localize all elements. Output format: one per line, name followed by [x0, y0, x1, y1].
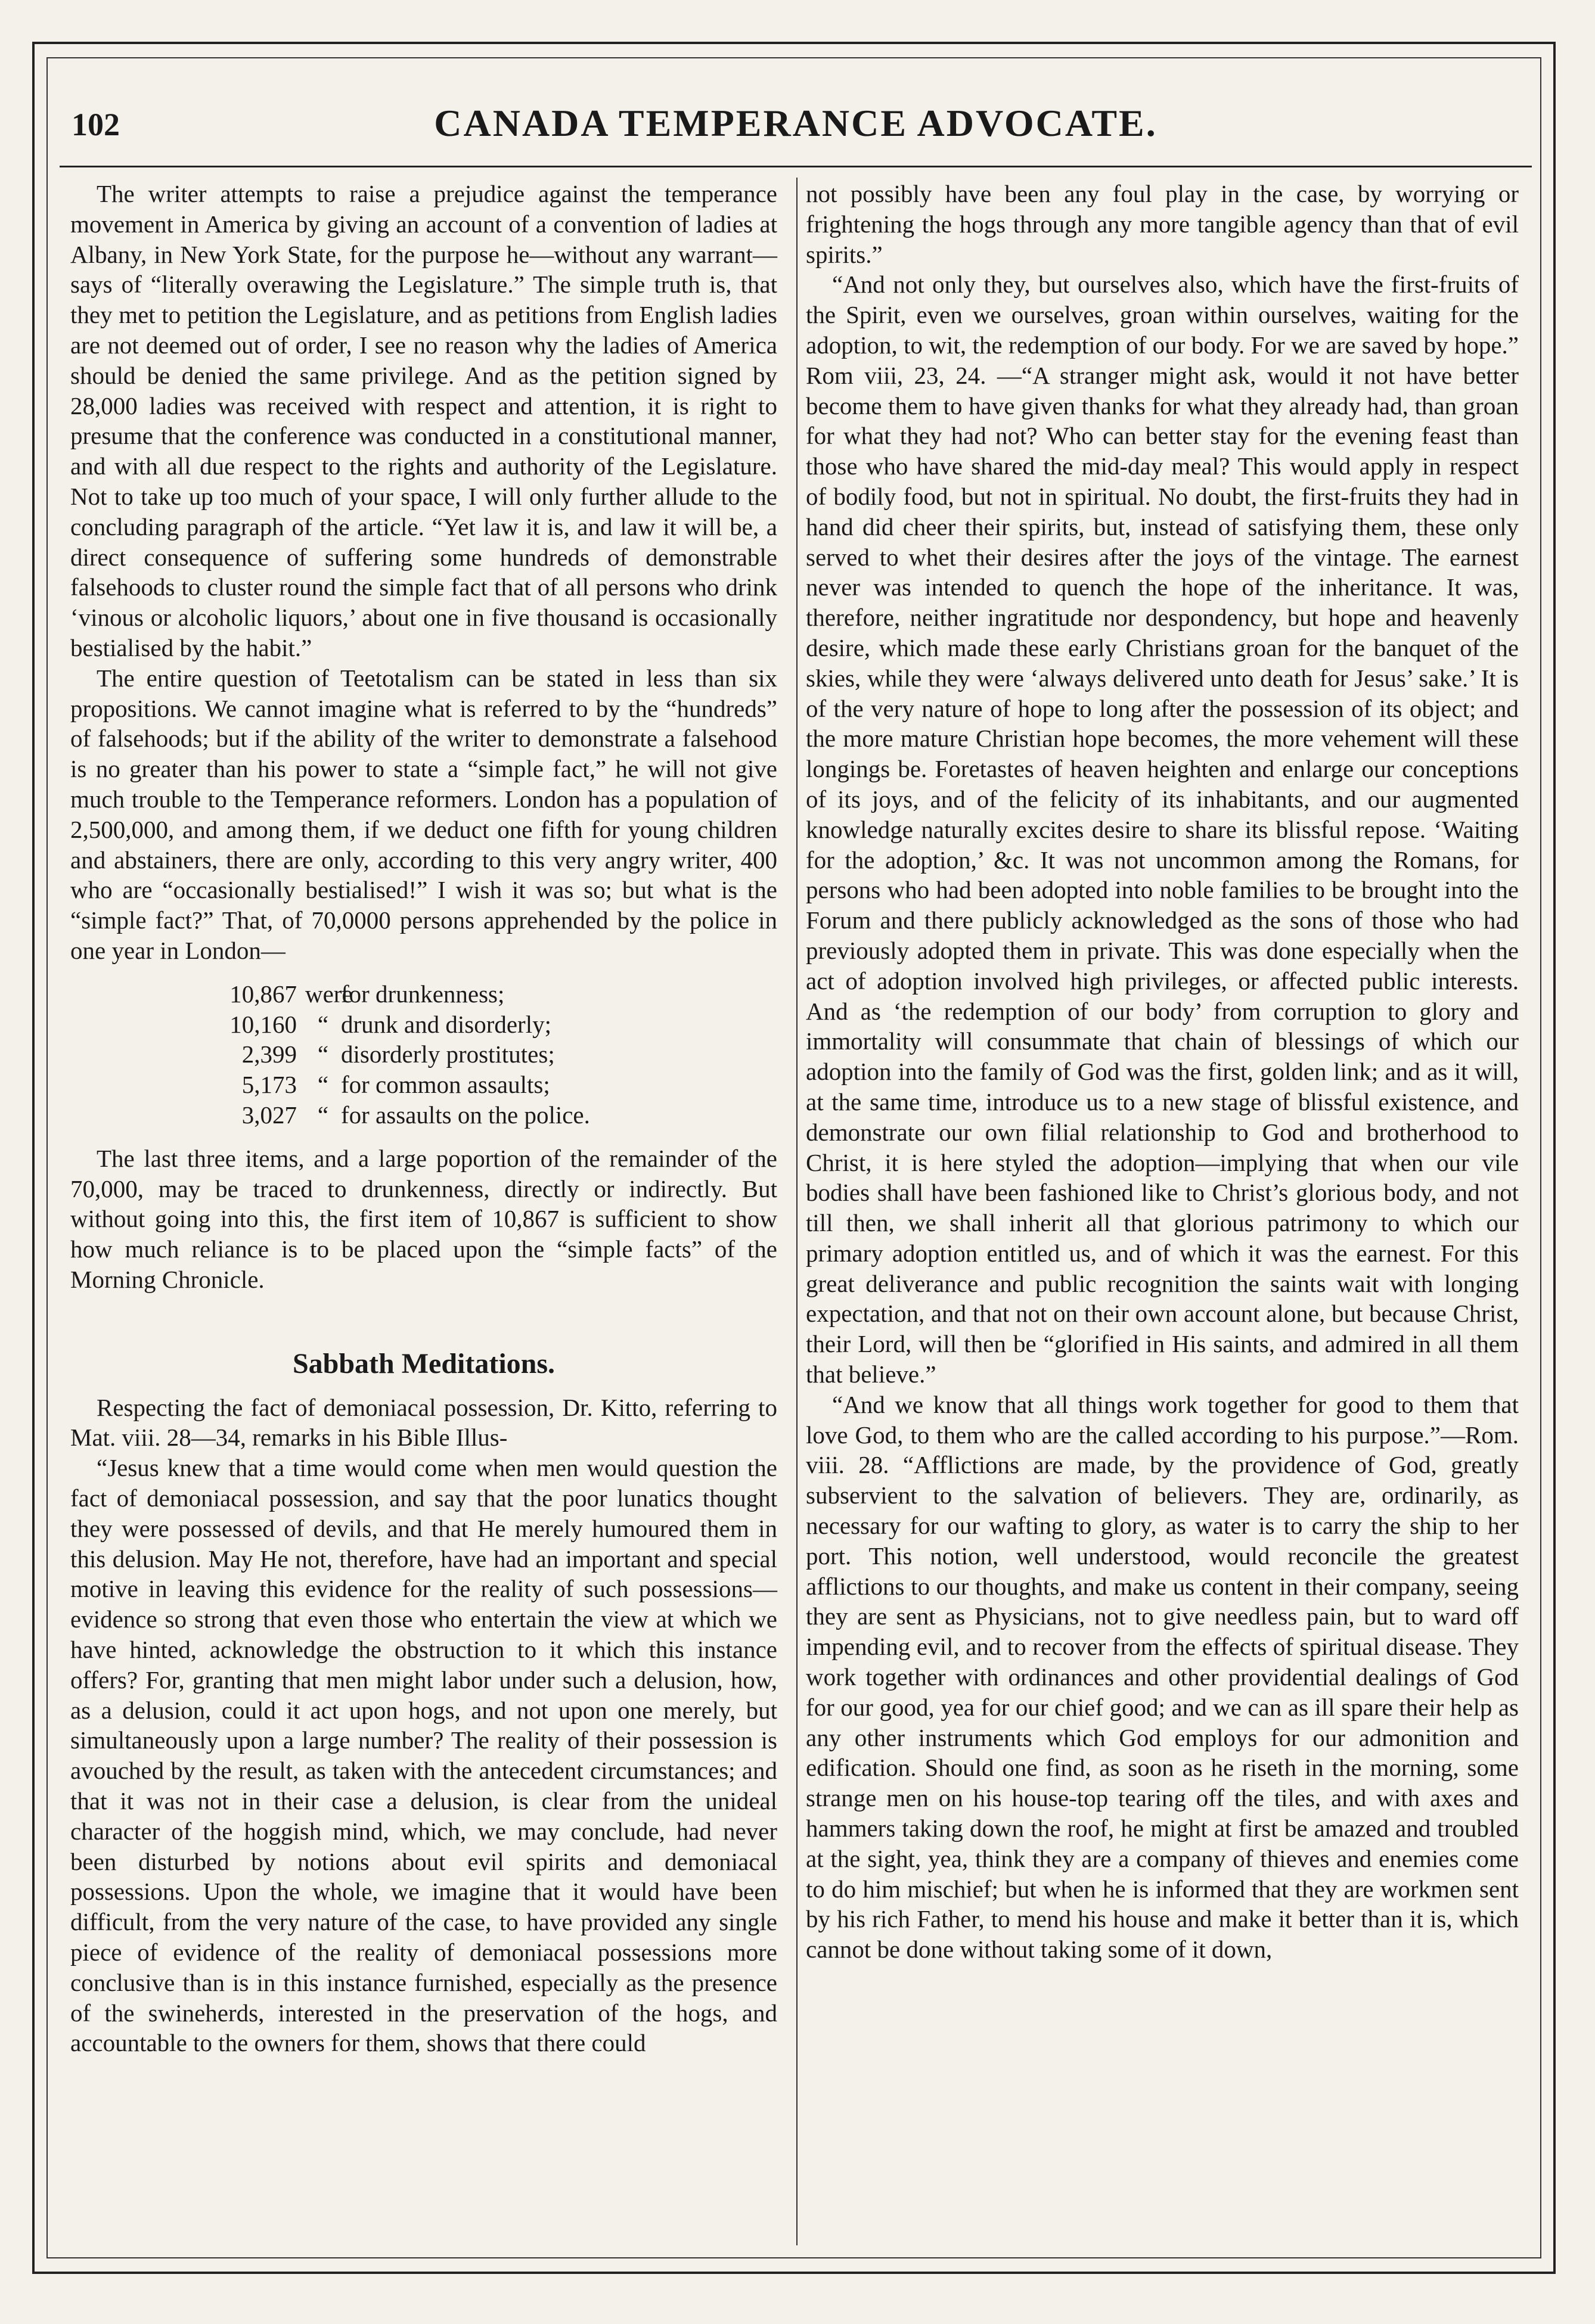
- page-number: 102: [72, 107, 120, 142]
- stat-mark: “: [317, 1010, 329, 1038]
- stat-mark: were: [305, 980, 353, 1008]
- stat-mark: “: [317, 1101, 329, 1129]
- section-heading: Sabbath Meditations.: [292, 1347, 556, 1380]
- column-divider: [796, 178, 798, 2245]
- paragraph: “And not only they, but ourselves also, which have the first-fruits of the Spirit, even we ourselves, groan within ourselves, waiting for the adoption, to wit, the redemption of our body. For we are saved by hope.” Rom viii, 23, 24. —“A stranger might ask, would it not have better become them to have given thanks for what they already had, than groan for what they had not? Who can better stay for the evening feast than those who have shared the mid-day meal? This would apply in respect of bodily food, but not in spiritual. No doubt, the first-fruits they had in hand did cheer their spirits, but, instead of satisfying them, these only served to whet their desires after the joys of the vintage. The earnest never was intended to quench the hope of the inheritance. It was, therefore, neither ingratitude nor despondency, but hope and heavenly desire, which made these early Christians groan for the banquet of the skies, while they were ‘always delivered unto death for Jesus’ sake.’ It is of the very nature of hope to long after the possession of its object; and the more mature Christian hope becomes, the more vehement will these longings be. Foretastes of heaven heighten and enlarge our conceptions of its joys, and of the felicity of its inhabitants, and our augmented knowledge naturally excites desire to share its blissful repose. ‘Waiting for the adoption,’ &c. It was not uncommon among the Romans, for persons who had been adopted into noble families to be brought into the Forum and there publicly acknowledged as the sons of those who had previously adopted them in private. This was done especially when the act of adoption involved high privileges, or affected public interests. And as ‘the redemption of our body’ from corruption to glory and immortality will consummate that chain of blessings of which our adoption into the family of God was the first, golden link; and as it will, at the same time, introduce us to a new stage of blissful existence, and demonstrate our own filial relationship to God and brotherhood to Christ, it is here styled the adoption—implying that when our vile bodies shall have been fashioned like to Christ’s glorious body, and not till then, we shall inherit all that glorious patrimony to which our primary adoption entitled us, and of which it was the earnest. For this great deliverance and public recognition the saints wait with longing expectation, and that not on their own account alone, but because Christ, their Lord, will then be “glorified in His saints, and admired in all them that believe.”: [806, 271, 1519, 1388]
- header-rule: [60, 166, 1532, 167]
- page-header: [60, 95, 1532, 161]
- stat-description: drunk and disorderly;: [341, 1010, 551, 1038]
- stat-row: [207, 1009, 777, 1040]
- paragraph: not possibly have been any foul play in the case, by worrying or frightening the hogs through any more tangible agency than that of evil spirits.”: [806, 180, 1519, 268]
- stat-number: 10,160: [229, 1010, 297, 1038]
- stat-number: 2,399: [241, 1040, 297, 1068]
- left-column: [70, 179, 777, 2058]
- paragraph: Respecting the fact of demoniacal possession, Dr. Kitto, referring to Mat. viii. 28—34, remarks in his Bible Illus-: [70, 1393, 777, 1452]
- stat-description: for assaults on the police.: [341, 1101, 590, 1129]
- running-title: CANADA TEMPERANCE ADVOCATE.: [434, 102, 1158, 144]
- stat-row: [207, 1039, 777, 1070]
- stat-mark: “: [317, 1071, 329, 1099]
- stat-row: [207, 1100, 777, 1130]
- stat-row: [207, 979, 777, 1009]
- right-column: [806, 179, 1519, 1965]
- stat-description: for common assaults;: [341, 1071, 550, 1099]
- paragraph: “And we know that all things work together for good to them that love God, to them who are the called according to his purpose.”—Rom. viii. 28. “Afflictions are made, by the providence of God, greatly subservient to the salvation of believers. They are, ordinarily, as necessary for our wafting to glory, as water is to carry the ship to her port. This notion, well understood, would reconcile the greatest afflictions to our thoughts, and make us content in their company, seeing they are sent as Physicians, not to give needless pain, but to ward off impending evil, and to recover from the effects of spiritual disease. They work together with ordinances and other providential dealings of God for our good, yea for our chief good; and we can as ill spare their help as any other instruments which God employs for our admonition and edification. Should one find, as soon as he riseth in the morning, some strange men on his house-top tearing off the tiles, and with axes and hammers taking down the roof, he might at first be amazed and troubled at the sight, yea, think they are a company of thieves and enemies come to do him mischief; but when he is informed that they are workmen sent by his rich Father, to mend his house and make it better than it is, which cannot be done without taking some of it down,: [806, 1390, 1519, 1963]
- stat-number: 5,173: [241, 1071, 297, 1099]
- paragraph: The writer attempts to raise a prejudice against the temperance movement in America by giving an account of a convention of ladies at Albany, in New York State, for the purpose he—without any warrant—says of “literally overawing the Legislature.” The simple truth is, that they met to petition the Legislature, and as petitions from English ladies are not deemed out of order, I see no reason why the ladies of America should be denied the same privilege. And as the petition signed by 28,000 ladies was received with respect and attention, it is right to presume that the conference was conducted in a constitutional manner, and with all due respect to the rights and authority of the Legislature. Not to take up too much of your space, I will only further allude to the concluding paragraph of the article. “Yet law it is, and law it will be, a direct consequence of suffering some hundreds of demonstrable falsehoods to cluster round the simple fact that of all persons who drink ‘vinous or alcoholic liquors,’ about one in five thousand is occasionally bestialised by the habit.”: [70, 180, 777, 661]
- paragraph: “Jesus knew that a time would come when men would question the fact of demoniacal possession, and say that the poor lunatics thought they were possessed of devils, and that He merely humoured them in this delusion. May He not, therefore, have had an important and special motive in leaving this evidence for the reality of such possessions—evidence so strong that even those who entertain the view at which we have hinted, acknowledge the obstruction to it which this instance offers? For, granting that men might labor under such a delusion, how, as a delusion, could it act upon hogs, and not upon one merely, but simultaneously upon a large number? The reality of their possession is avouched by the result, as taken with the antecedent circumstances; and that it was not in their case a delusion, is clear from the unideal character of the hoggish mind, which, we may conclude, had never been disturbed by notions about evil spirits and demoniacal possessions. Upon the whole, we imagine that it would have been difficult, from the very nature of the case, to have provided any single piece of evidence of the reality of demoniacal possessions more conclusive than is in this instance furnished, especially as the presence of the swineherds, interested in the preservation of the hogs, and accountable to the owners for them, shows that there could: [70, 1454, 777, 2057]
- stat-row: [207, 1070, 777, 1100]
- stat-number: 3,027: [241, 1101, 297, 1129]
- stat-description: disorderly prostitutes;: [341, 1040, 555, 1068]
- stat-description: for drunkenness;: [341, 980, 505, 1008]
- stat-number: 10,867: [229, 980, 297, 1008]
- arrest-statistics: [207, 979, 777, 1130]
- stat-mark: “: [317, 1040, 329, 1068]
- paragraph: The entire question of Teetotalism can be stated in less than six propositions. We cannot imagine what is referred to by the “hundreds” of falsehoods; but if the ability of the writer to demonstrate a falsehood is no greater than his power to state a “simple fact,” he will not give much trouble to the Temperance reformers. London has a population of 2,500,000, and among them, if we deduct one fifth for young children and abstainers, there are only, according to this very angry writer, 400 who are “occasionally bestialised!” I wish it was so; but what is the “simple fact?” That, of 70,0000 persons apprehended by the police in one year in London—: [70, 664, 777, 964]
- paragraph: The last three items, and a large poportion of the remainder of the 70,000, may be traced to drunkenness, directly or indirectly. But without going into this, the first item of 10,867 is sufficient to show how much reliance is to be placed upon the “simple facts” of the Morning Chronicle.: [70, 1144, 777, 1293]
